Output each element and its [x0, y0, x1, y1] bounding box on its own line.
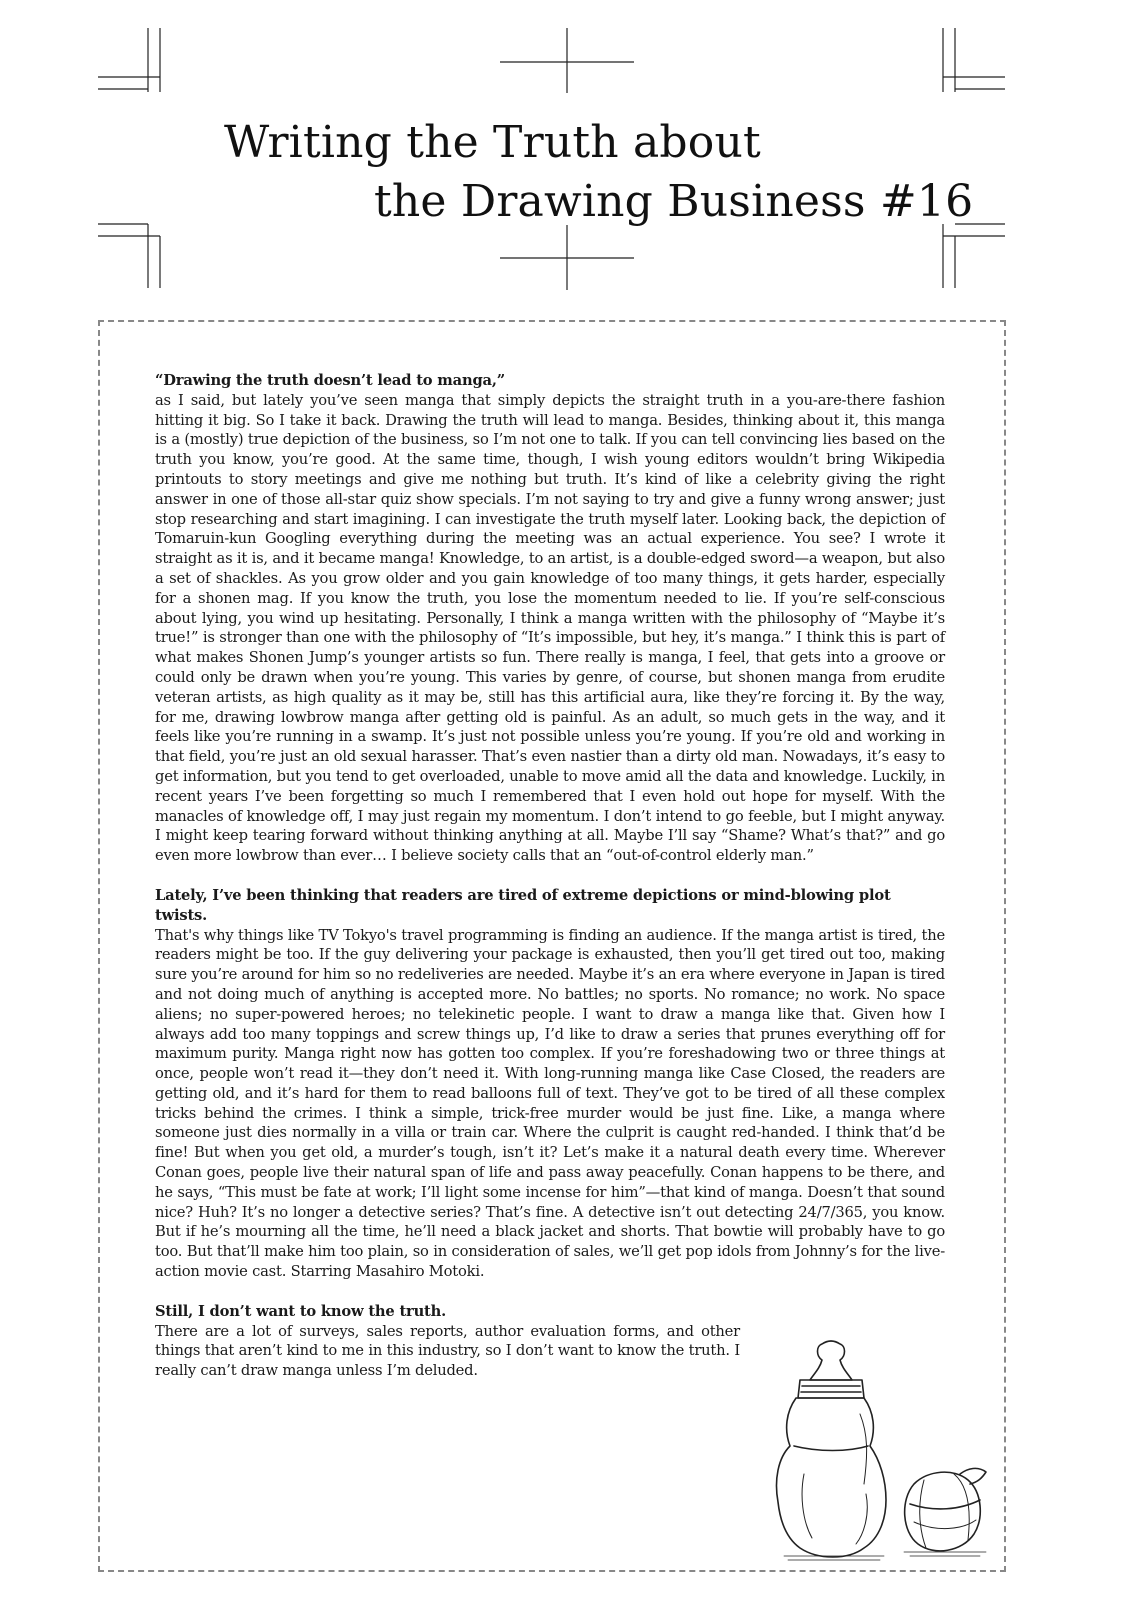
paragraph-1-text: as I said, but lately you’ve seen manga that simply depicts the straight truth in a you-are-there fashion hitting it big. So I take it back. Drawing the truth will lead to manga. Besides, thinking about it, this manga is a (mostly) true depiction of the business, so I’m not one to talk. If you can tell convincing lies based on the truth you know, you’re good. At the same time, though, I wish young editors wouldn’t bring Wikipedia printouts to story meetings and give me nothing but truth. It’s kind of like a celebrity giving the right answer in one of those all-star quiz show specials. I’m not saying to try and give a funny wrong answer; just stop researching and start imagining. I can investigate the truth myself later. Looking back, the depiction of Tomaruin-kun Googling everything during the meeting was an actual experience. You see? I wrote it straight as it is, and it became manga! Knowledge, to an artist, is a double-edged sword—a weapon, but also a set of shackles. As you grow older and you gain knowledge of too many things, it gets harder, especially for a shonen mag. If you know the truth, you lose the momentum needed to lie. If you’re self-conscious about lying, you wind up hesitating. Personally, I think a manga written with the philosophy of “Maybe it’s true!” is stronger than one with the philosophy of “It’s impossible, but hey, it’s manga.” I think this is part of what makes Shonen Jump’s younger artists so fun. There really is manga, I feel, that gets into a groove or could only be drawn when you’re young. This varies by genre, of course, but shonen manga from erudite veteran artists, as high quality as it may be, still has this artificial aura, like they’re forcing it. By the way, for me, drawing lowbrow manga after getting old is painful. As an adult, so much gets in the way, and it feels like you’re running in a swamp. It’s just not possible unless you’re young. If you’re old and working in that field, you’re just an old sexual harasser. That’s even nastier than a dirty old man. Nowadays, it’s easy to get information, but you tend to get overloaded, unable to move amid all the data and knowledge. Luckily, in recent years I’ve been forgetting so much I remembered that I even hold out hope for myself. With the manacles of knowledge off, I may just regain my momentum. I don’t intend to go feeble, but I might anyway. I might keep tearing forward without thinking anything at all. Maybe I’ll say “Shame? What’s that?” and go even more lowbrow than ever… I believe society calls that an “out-of-control elderly man.” [155, 391, 945, 865]
baby-bottle-illustration [764, 1334, 994, 1574]
paragraph-1 [155, 371, 945, 866]
title-line-1: Writing the Truth about [224, 117, 761, 168]
paragraph-1-heading: “Drawing the truth doesn’t lead to manga,” [155, 372, 505, 389]
paragraph-3 [155, 1302, 740, 1381]
paragraph-2 [155, 886, 945, 1282]
paragraph-2-text: That's why things like TV Tokyo's travel programming is finding an audience. If the manga artist is tired, the readers might be too. If the guy delivering your package is exhausted, then you’ll get tired out too, making sure you’re around for him so no redeliveries are needed. Maybe it’s an era where everyone in Japan is tired and not doing much of anything is accepted more. No battles; no sports. No romance; no work. No space aliens; no super-powered heroes; no telekinetic people. I want to draw a manga like that. Given how I always add too many toppings and screw things up, I’d like to draw a series that prunes everything off for maximum purity. Manga right now has gotten too complex. If you’re foreshadowing two or three things at once, people won’t read it—they don’t need it. With long-running manga like Case Closed, the readers are getting old, and it’s hard for them to read balloons full of text. They’ve got to be tired of all these complex tricks behind the crimes. I think a simple, trick-free murder would be just fine. Like, a manga where someone just dies normally in a villa or train car. Where the culprit is caught red-handed. I think that’d be fine! But when you get old, a murder’s tough, isn’t it? Let’s make it a natural death every time. Wherever Conan goes, people live their natural span of life and pass away peacefully. Conan happens to be there, and he says, “This must be fate at work; I’ll light some incense for him”—that kind of manga. Doesn’t that sound nice? Huh? It’s no longer a detective series? That’s fine. A detective isn’t out detecting 24/7/365, you know. But if he’s mourning all the time, he’ll need a black jacket and shorts. That bowtie will probably have to go too. But that’ll make him too plain, so in consideration of sales, we’ll get pop idols from Johnny’s for the live-action movie cast. Starring Masahiro Motoki. [155, 926, 945, 1281]
page-title [0, 105, 1124, 245]
paragraph-3-heading: Still, I don’t want to know the truth. [155, 1302, 447, 1320]
paragraph-2-heading: Lately, I’ve been thinking that readers are tired of extreme depictions or mind-blowing plot twists. [155, 886, 891, 924]
title-line-2: the Drawing Business #16 [374, 176, 974, 227]
paragraph-3-text: There are a lot of surveys, sales reports, author evaluation forms, and other things that aren’t kind to me in this industry, so I don’t want to know the truth. I really can’t draw manga unless I’m deluded. [155, 1322, 740, 1380]
essay-body [155, 371, 945, 1401]
